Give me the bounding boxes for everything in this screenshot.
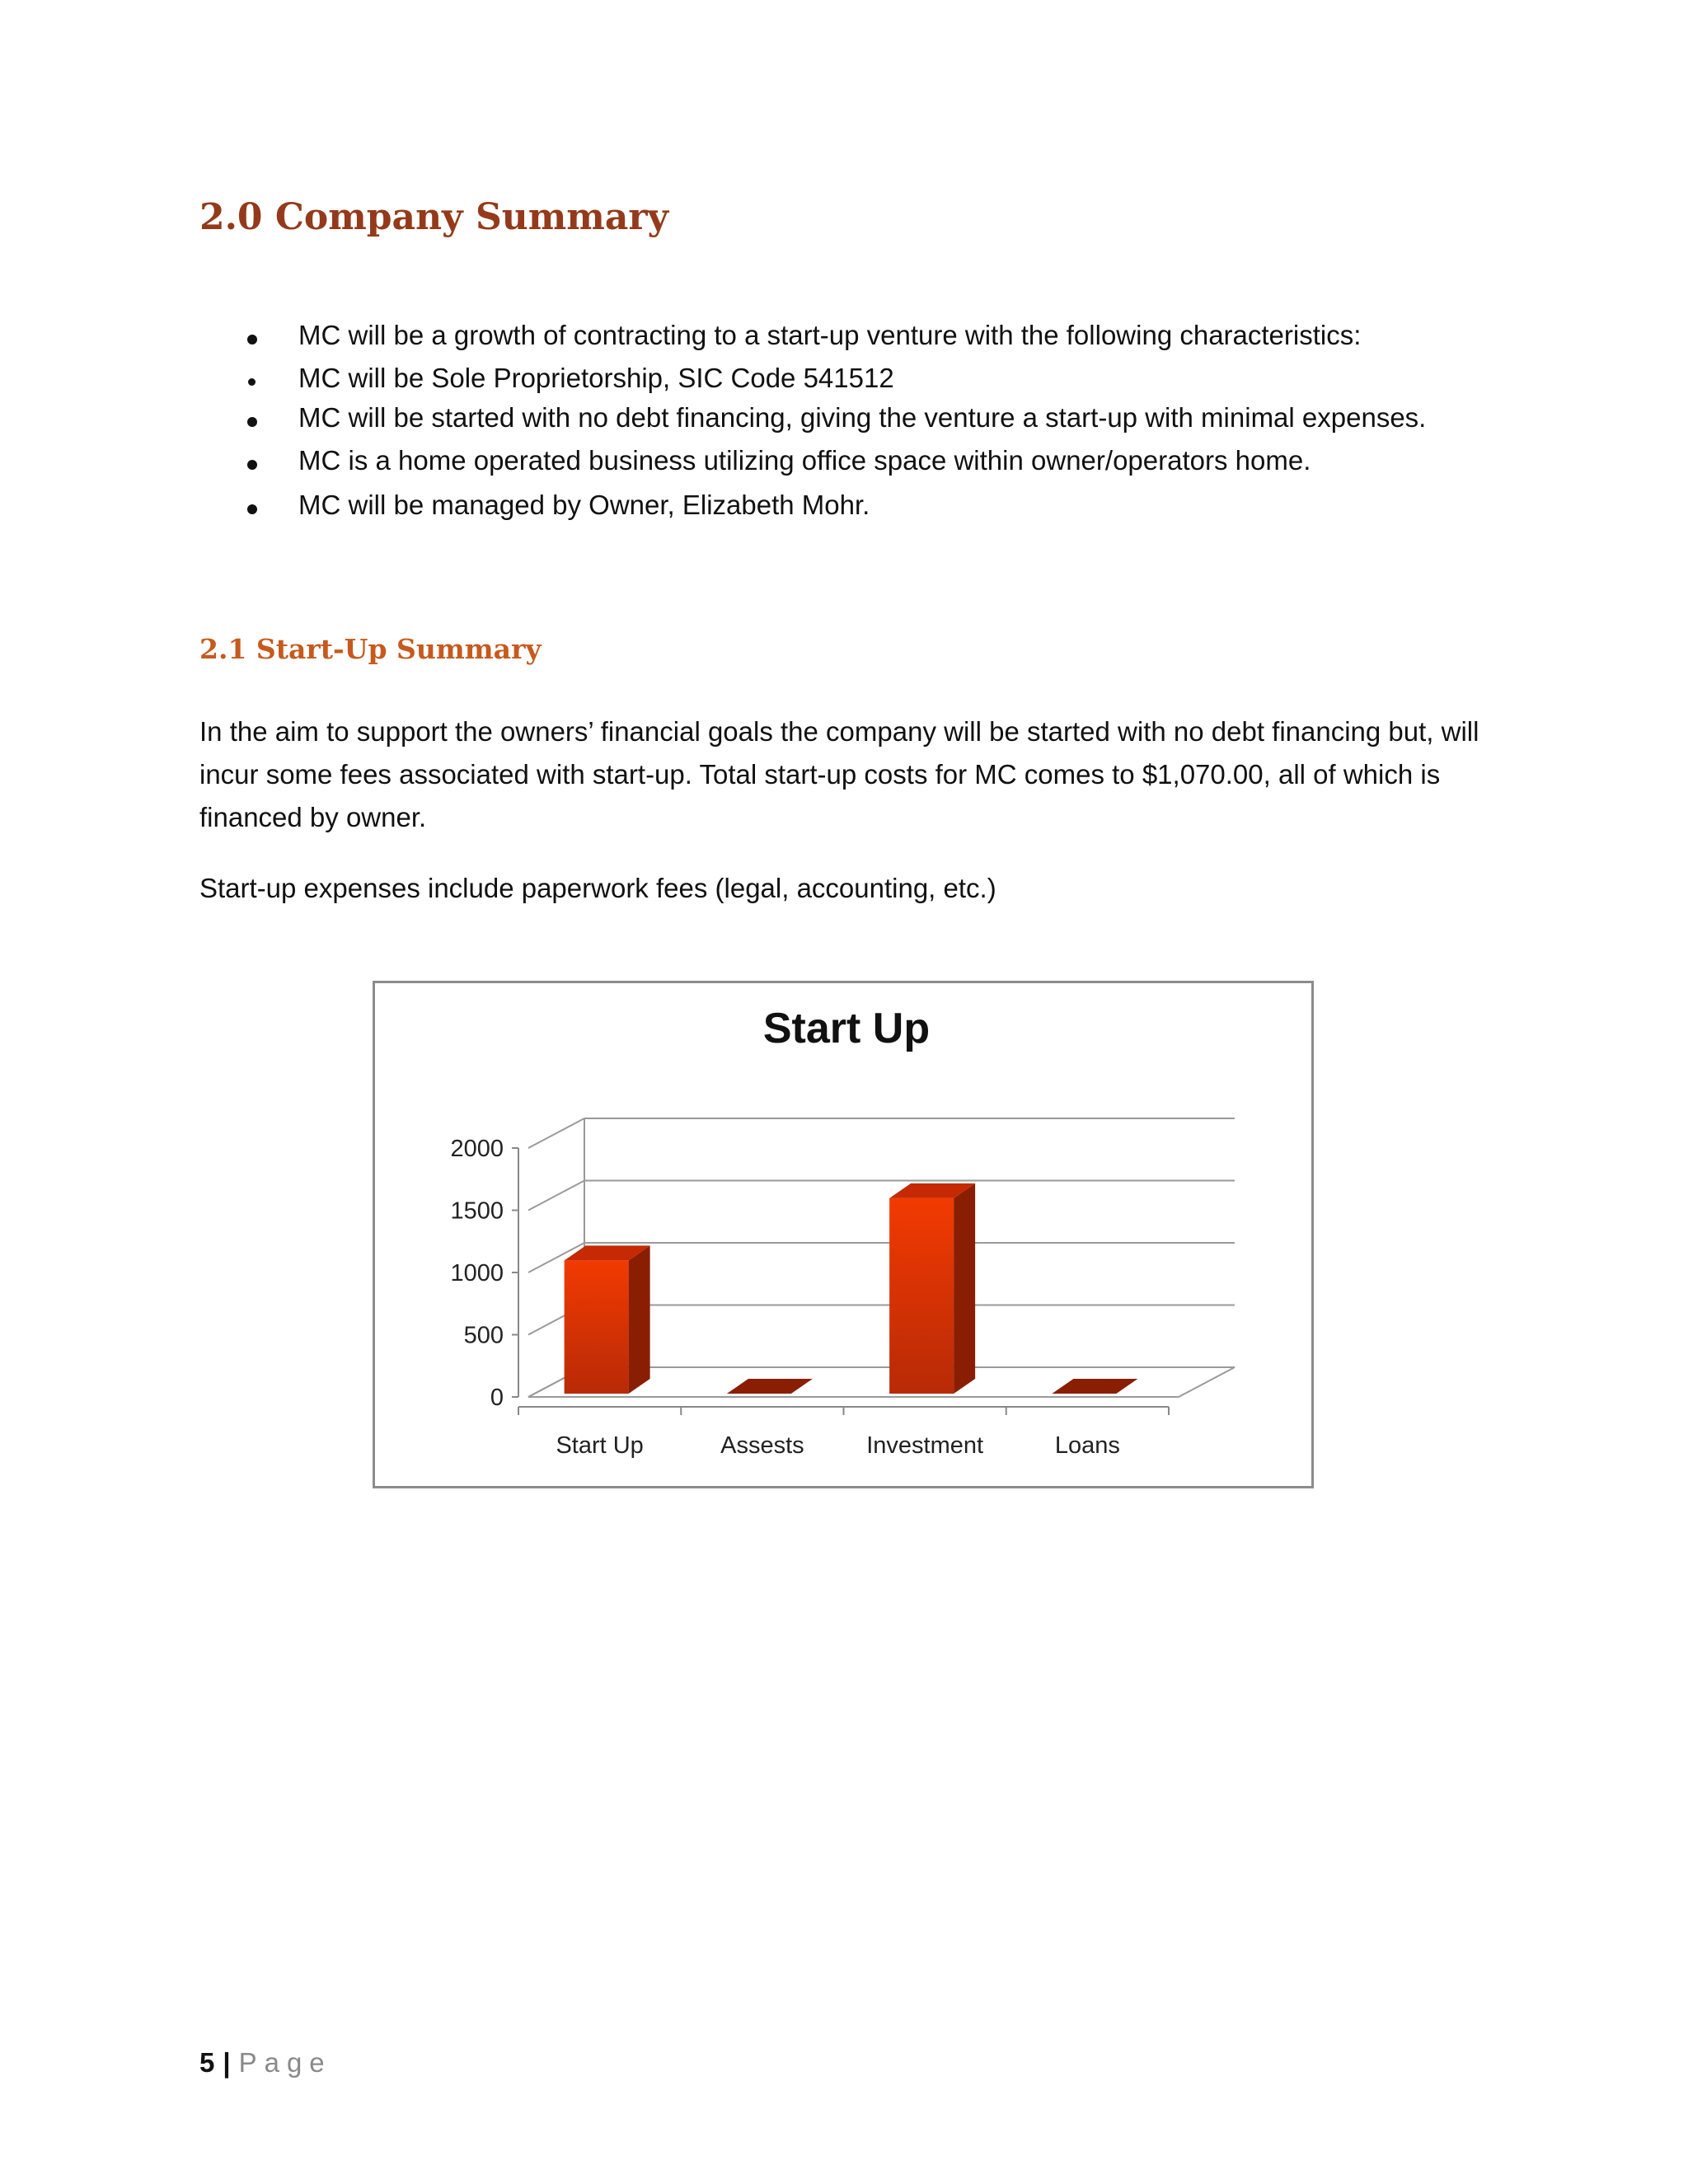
footer-separator: | — [223, 2047, 231, 2078]
list-item-text: MC will be managed by Owner, Elizabeth Mohr. — [298, 490, 870, 520]
list-item-text: MC will be Sole Proprietorship, SIC Code 541512 — [298, 363, 894, 393]
x-tick-label: Investment — [866, 1432, 984, 1459]
page-footer — [199, 2047, 332, 2079]
bullet-icon — [247, 335, 257, 344]
expenses-paragraph: Start-up expenses include paperwork fees (legal, accounting, etc.) — [199, 873, 996, 903]
startup-chart — [373, 981, 1314, 1488]
bullet-icon — [247, 504, 257, 514]
bar — [565, 1260, 629, 1394]
startup-paragraph: In the aim to support the owners’ financial goals the company will be started with no debt financing but, will incur some fees associated with start-up. Total start-up costs for MC comes to $1,070.00, all of which is financed by owner. — [199, 716, 1479, 832]
x-tick-label: Loans — [1054, 1432, 1120, 1459]
x-tick-label: Assests — [720, 1432, 804, 1459]
bullet-icon — [247, 417, 257, 427]
subsection-heading: 2.1 Start-Up Summary — [199, 633, 542, 665]
y-tick-label: 500 — [463, 1322, 504, 1349]
list-item-text: MC is a home operated business utilizing office space within owner/operators home. — [298, 445, 1311, 476]
list-item-text: MC will be started with no debt financing, giving the venture a start-up with minimal expenses. — [298, 402, 1427, 433]
bar — [889, 1198, 954, 1394]
bullet-icon — [248, 378, 256, 386]
bullet-icon — [247, 460, 257, 470]
page-label: Page — [238, 2047, 332, 2078]
y-tick-label: 1000 — [450, 1260, 504, 1286]
page-number: 5 — [199, 2047, 215, 2078]
y-tick-label: 2000 — [450, 1136, 504, 1162]
y-tick-label: 1500 — [450, 1197, 504, 1225]
list-item-text: MC will be a growth of contracting to a start-up venture with the following characteristics: — [298, 320, 1362, 350]
section-heading: 2.0 Company Summary — [199, 196, 669, 238]
x-tick-label: Start Up — [556, 1432, 644, 1459]
chart-title: Start Up — [762, 1005, 931, 1052]
chart-canvas — [375, 983, 1311, 1486]
y-tick-label: 0 — [490, 1385, 504, 1411]
bar-side — [954, 1183, 975, 1394]
bar-side — [629, 1245, 650, 1394]
gridline-side — [528, 1118, 584, 1148]
gridline-side — [528, 1181, 584, 1211]
